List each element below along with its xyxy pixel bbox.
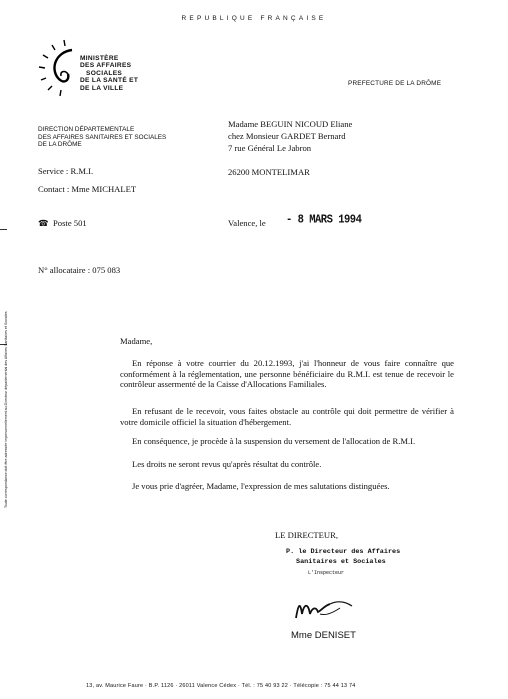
signatory-name: Mme DENISET <box>291 630 356 641</box>
phone-extension: Poste 501 <box>53 218 87 228</box>
letter-paragraph: En réponse à votre courrier du 20.12.1993, j'ai l'honneur de vous faire connaître que conformément à la réglementation, une personne bénéficiaire du R.M.I. est tenue de recevoir le contrôleur assermenté de la Caisse d'Allocations Familiales. <box>120 358 454 390</box>
footer-address: 13, av. Maurice Faure · B.P. 1126 · 26011 Valence Cédex · Tél. : 75 40 93 22 · Télécopie : 75 44 13 74 <box>86 683 356 689</box>
ministry-line: DE LA VILLE <box>80 84 124 92</box>
signature-stamp-line: L'Inspecteur <box>308 570 345 576</box>
allocataire-number: N° allocataire : 075 083 <box>38 265 121 275</box>
recipient-line: 26200 MONTELIMAR <box>228 167 310 177</box>
direction-line: DE LA DRÔME <box>38 141 82 149</box>
recipient-line <box>228 154 352 166</box>
ministry-line: DE LA SANTÉ ET <box>80 77 139 85</box>
ministry-line: MINISTÈRE <box>80 55 119 62</box>
phone-line <box>38 218 87 229</box>
signature-stamp-line: P. le Directeur des Affaires <box>286 548 401 556</box>
salutation: Madame, <box>120 336 153 346</box>
letter-paragraph: En refusant de le recevoir, vous faites obstacle au contrôle qui doit permettre de vérifier à votre domicile officiel la situation d'hébergement. <box>120 406 454 427</box>
letter-paragraph: Je vous prie d'agréer, Madame, l'expression de mes salutations distinguées. <box>132 481 390 491</box>
letter-paragraph: En conséquence, je procède à la suspension du versement de l'allocation de R.M.I. <box>132 436 416 446</box>
signature-title: LE DIRECTEUR, <box>275 530 339 540</box>
ministry-line: SOCIALES <box>86 69 123 77</box>
vertical-note: Toute correspondance doit être adressée impersonnellement au Directeur départemental des Affaires Sanitaires et Sociales <box>4 311 8 508</box>
direction-block <box>38 126 166 149</box>
date-stamp: - 8 MARS 1994 <box>286 213 362 227</box>
republique-header: REPUBLIQUE FRANÇAISE <box>181 15 327 22</box>
prefecture-label: PREFECTURE DE LA DRÔME <box>348 80 442 87</box>
direction-line: DES AFFAIRES SANITAIRES ET SOCIALES <box>38 133 167 141</box>
recipient-line: 7 rue Général Le Jabron <box>228 143 312 153</box>
letter-paragraph: Les droits ne seront revus qu'après résultat du contrôle. <box>132 459 322 469</box>
recipient-address <box>228 118 352 178</box>
recipient-line: chez Monsieur GARDET Bernard <box>228 131 346 141</box>
handwritten-signature-icon <box>290 588 360 628</box>
recipient-line: Madame BEGUIN NICOUD Eliane <box>228 119 353 129</box>
telephone-icon: ☎ <box>38 218 49 228</box>
signature-stamp-line: Sanitaires et Sociales <box>296 558 386 566</box>
place-date-label: Valence, le <box>228 218 266 228</box>
fold-mark <box>0 229 7 230</box>
ministry-line: DES AFFAIRES <box>80 62 132 70</box>
contact-label: Contact : Mme MICHALET <box>38 184 137 194</box>
service-label: Service : R.M.I. <box>38 166 94 176</box>
direction-line: DIRECTION DÉPARTEMENTALE <box>38 126 135 133</box>
ministry-name <box>80 55 138 92</box>
